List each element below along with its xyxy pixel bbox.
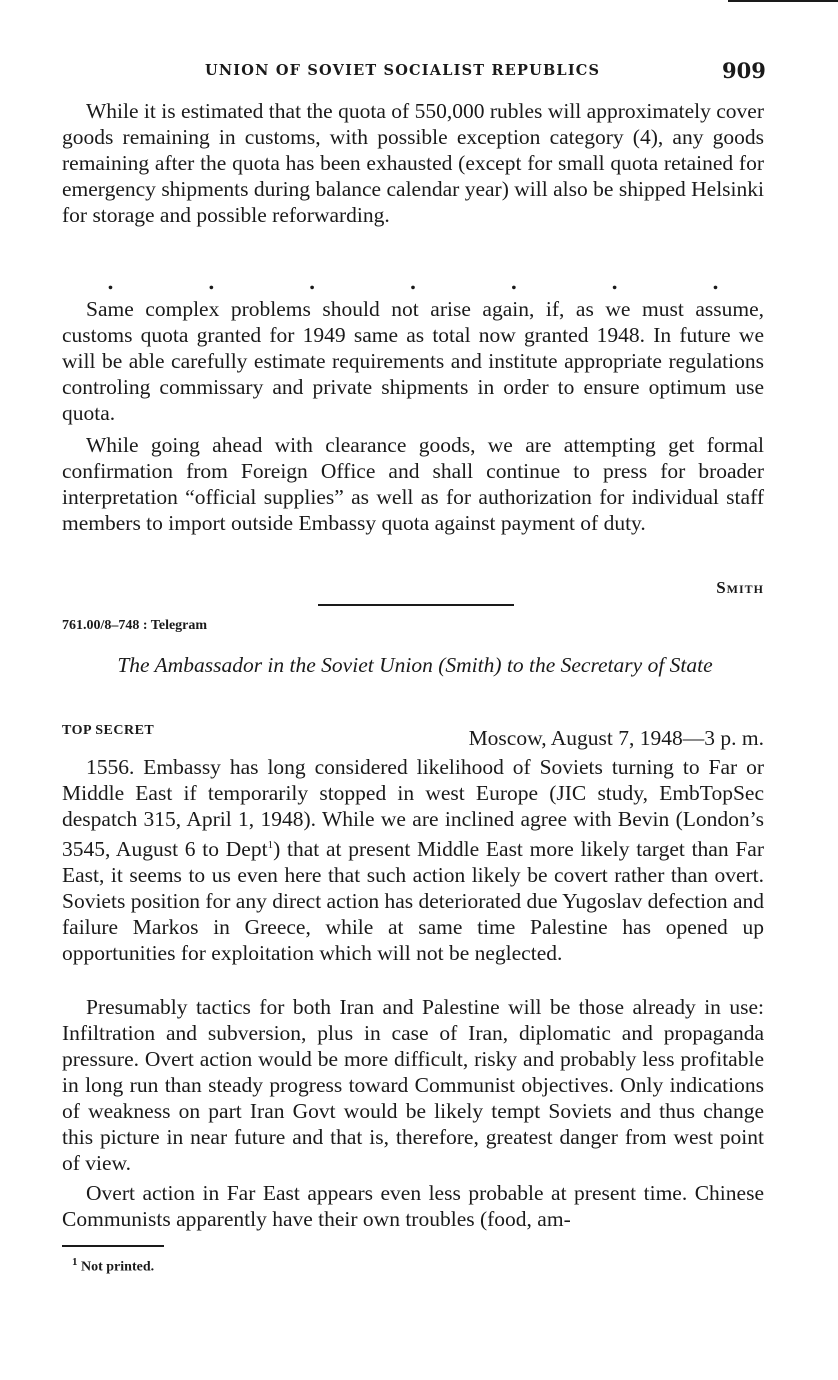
footnote-mark: 1 (72, 1256, 78, 1268)
page-number: 909 (722, 58, 766, 83)
footnote-rule (62, 1245, 164, 1247)
paragraph-1556 (62, 754, 764, 966)
document-title: The Ambassador in the Soviet Union (Smith) to the Secretary of State (117, 653, 713, 677)
signature: Smith (716, 578, 764, 597)
omission-dots: . . . . . . . (107, 270, 719, 294)
paragraph-1556-continued: ) that at present Middle East more likely target than Far East, it seems to us even here that such action likely be covert rather than overt. Soviets position for any direct action has deteriorated due Yugoslav defection and failure Markos in Greece, while at same time Palestine has opened up opportunities for exploitation which will not be neglected. (62, 837, 764, 966)
paragraph-1556-text: 1556. Embassy has long considered likelihood of Soviets turning to Far or Middle East if temporarily stopped in west Europe (JIC study, EmbTopSec despatch 315, April 1, 1948). While we are inclined agree with Bevin (London’s 3545, August 6 to Dept (62, 755, 764, 862)
paragraph-quota: While it is estimated that the quota of 550,000 rubles will approximately cover goods remaining in customs, with possible exception category (4), any goods remaining after the quota has been exhausted (except for small quota retained for emergency shipments during balance calendar year) will also be shipped Helsinki for storage and possible reforwarding. (62, 99, 764, 227)
dateline: Moscow, August 7, 1948—3 p. m. (468, 726, 764, 750)
footnote (72, 1256, 154, 1276)
paragraph-far-east: Overt action in Far East appears even less probable at present time. Chinese Communists apparently have their own troubles (food, am- (62, 1181, 764, 1231)
paragraph-customs: Same complex problems should not arise again, if, as we must assume, customs quota granted for 1949 same as total now granted 1948. In future we will be able carefully estimate requirements and institute appropriate regulations controling commissary and private shipments in order to ensure optimum use quota. (62, 297, 764, 425)
footnote-reference: 1 (267, 839, 274, 851)
running-head: UNION OF SOVIET SOCIALIST REPUBLICS (205, 62, 601, 79)
paragraph-iran-palestine: Presumably tactics for both Iran and Palestine will be those already in use: Infiltration and subversion, plus in case of Iran, diplomatic and propaganda pressure. Overt action would be more difficult, risky and probably less profitable in long run than steady progress toward Communist objectives. Only indications of weakness on part Iran Govt would be likely tempt Soviets and thus change this picture in near future and that is, therefore, greatest danger from west point of view. (62, 995, 764, 1175)
footnote-text: Not printed. (81, 1259, 155, 1275)
classification: TOP SECRET (62, 723, 155, 738)
paragraph-clearance: While going ahead with clearance goods, we are attempting get formal confirmation from Foreign Office and shall continue to press for broader interpretation “official supplies” as well as for authorization for individual staff members to import outside Embassy quota against payment of duty. (62, 433, 764, 535)
scan-edge-line (728, 0, 838, 2)
section-divider (318, 604, 514, 606)
file-reference: 761.00/8–748 : Telegram (62, 618, 208, 633)
